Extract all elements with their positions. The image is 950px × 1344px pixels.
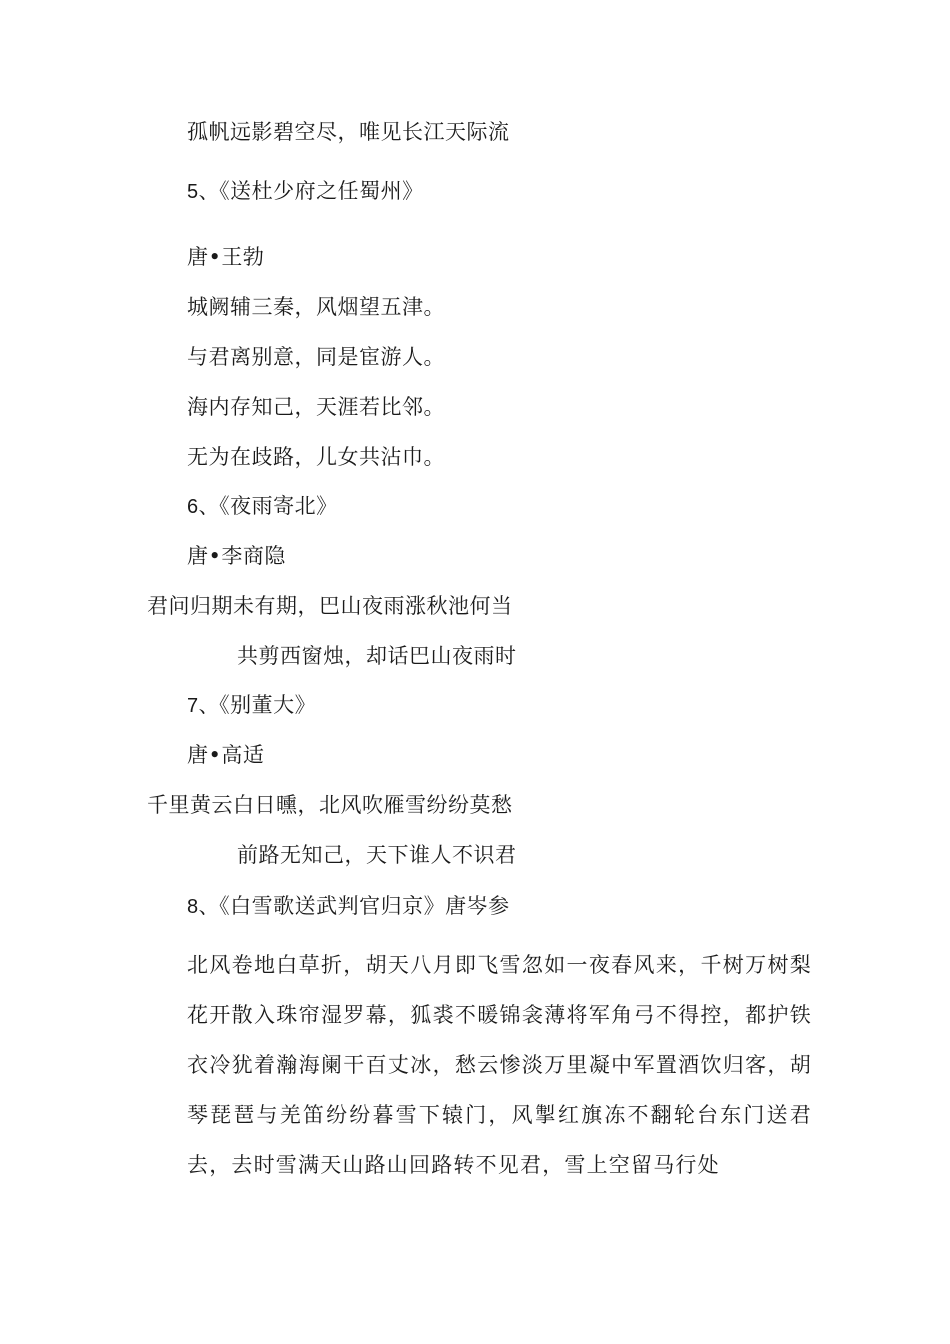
poem6-heading bbox=[187, 491, 338, 522]
poem6-line-1: 君问归期未有期，巴山夜雨涨秋池何当 bbox=[147, 594, 513, 618]
poem5-line-1: 城阙辅三秦，风烟望五津。 bbox=[187, 295, 445, 319]
poem6-title: 《夜雨寄北》 bbox=[219, 494, 338, 518]
poem5-title: 《送杜少府之任蜀州》 bbox=[219, 179, 424, 203]
poem8-title: 《白雪歌送武判官归京》唐岑参 bbox=[219, 894, 510, 918]
poem7-line-2: 前路无知己，天下谁人不识君 bbox=[237, 843, 517, 867]
poem5-line-3: 海内存知己，天涯若比邻。 bbox=[187, 395, 445, 419]
poem7-title: 《别董大》 bbox=[219, 693, 317, 717]
poem6-line-2: 共剪西窗烛，却话巴山夜雨时 bbox=[237, 644, 517, 668]
poem6-author: 唐•李商隐 bbox=[187, 544, 286, 568]
poem6-number: 6、 bbox=[187, 496, 220, 518]
poem5-number: 5、 bbox=[187, 181, 220, 203]
poem7-line-1: 千里黄云白日曛，北风吹雁雪纷纷莫愁 bbox=[147, 793, 513, 817]
poem7-number: 7、 bbox=[187, 695, 220, 717]
poem7-author: 唐•高适 bbox=[187, 743, 265, 767]
poem8-number: 8、 bbox=[187, 896, 220, 918]
poem5-line-4: 无为在歧路，儿女共沾巾。 bbox=[187, 445, 445, 469]
poem5-line-2: 与君离别意，同是宦游人。 bbox=[187, 345, 445, 369]
poem8-body: 北风卷地白草折，胡天八月即飞雪忽如一夜春风来，千树万树梨花开散入珠帘湿罗幕，狐裘不暖锦衾薄将军角弓不得控，都护铁衣冷犹着瀚海阑干百丈冰，愁云惨淡万里凝中军置酒饮归客，胡琴琵琶与羌笛纷纷暮雪下辕门，风掣红旗冻不翻轮台东门送君去，去时雪满天山路山回路转不见君，雪上空留马行处 bbox=[187, 953, 812, 1177]
poem8-heading bbox=[187, 891, 510, 922]
poem5-heading bbox=[187, 176, 424, 207]
poem7-heading bbox=[187, 690, 316, 721]
poem4-last-line: 孤帆远影碧空尽，唯见长江天际流 bbox=[187, 120, 510, 144]
poem5-author: 唐•王勃 bbox=[187, 245, 265, 269]
